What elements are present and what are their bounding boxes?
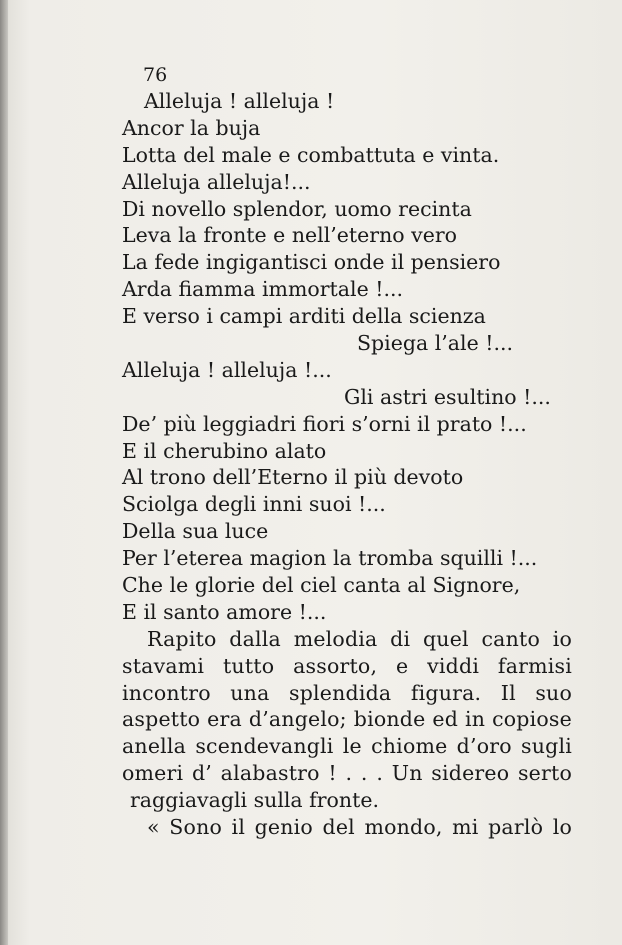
poem-line: Lotta del male e combattuta e vinta. xyxy=(122,142,500,167)
prose-line: raggiavagli sulla fronte. xyxy=(130,788,379,813)
poem-line: Ancor la buja xyxy=(122,115,261,140)
poem-line: Alleluja ! alleluja !... xyxy=(122,357,332,382)
poem-line: Alleluja alleluja!... xyxy=(122,169,311,194)
prose-line: Rapito dalla melodia di quel canto io xyxy=(147,626,572,651)
poem-line: Sciolga degli inni suoi !... xyxy=(122,492,386,517)
poem-line: E verso i campi arditi della scienza xyxy=(122,304,486,329)
prose-line: aspetto era d’angelo; bionde ed in copiose xyxy=(122,707,572,732)
poem-line: Al trono dell’Eterno il più devoto xyxy=(122,465,464,490)
poem-line: Che le glorie del ciel canta al Signore, xyxy=(122,573,521,598)
poem-line: Spiega l’ale !... xyxy=(357,331,514,356)
page-text xyxy=(122,88,572,841)
poem-line: E il cherubino alato xyxy=(122,438,327,463)
poem-line: La fede ingigantisci onde il pensiero xyxy=(122,250,501,275)
prose-line: omeri d’ alabastro ! . . . Un sidereo serto xyxy=(122,761,572,786)
prose-line: anella scendevangli le chiome d’oro sugli xyxy=(122,734,572,759)
poem-line: De’ più leggiadri fiori s’orni il prato !... xyxy=(122,411,527,436)
prose-line: « Sono il genio del mondo, mi parlò lo xyxy=(147,815,572,840)
page-number: 76 xyxy=(143,64,168,86)
poem-line: Di novello splendor, uomo recinta xyxy=(122,196,472,221)
poem-line: Per l’eterea magion la tromba squilli !... xyxy=(122,546,538,571)
poem-line: Della sua luce xyxy=(122,519,269,544)
prose-line: stavami tutto assorto, e viddi farmisi xyxy=(122,653,572,678)
page-binding-edge xyxy=(0,0,8,945)
poem-line: Leva la fronte e nell’eterno vero xyxy=(122,223,458,248)
poem-line: E il santo amore !... xyxy=(122,599,327,624)
poem-line: Arda fiamma immortale !... xyxy=(122,277,404,302)
poem-line: Alleluja ! alleluja ! xyxy=(144,89,335,113)
prose-line: incontro una splendida figura. Il suo xyxy=(122,680,572,705)
poem-line: Gli astri esultino !... xyxy=(344,384,551,409)
